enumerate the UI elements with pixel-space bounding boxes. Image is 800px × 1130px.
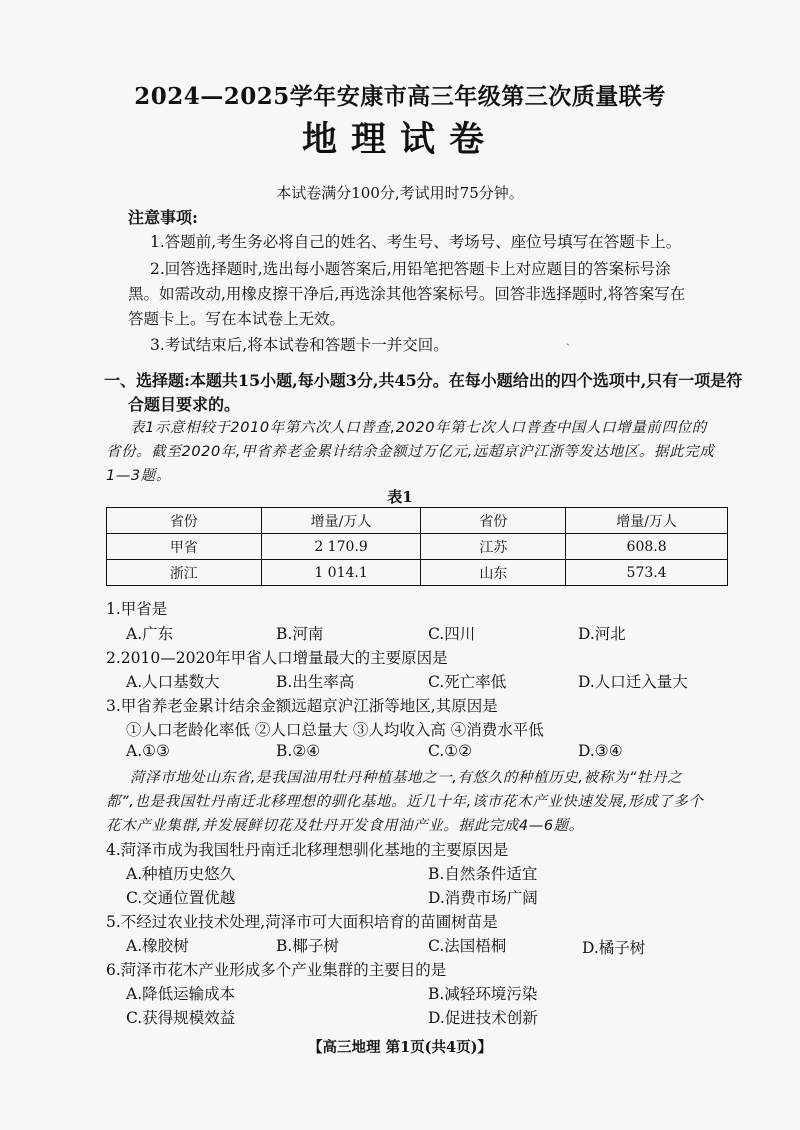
table-header-cell: 省份	[421, 508, 566, 534]
notice-heading: 注意事项:	[128, 208, 198, 227]
table-header-cell: 增量/万人	[261, 508, 421, 534]
question-4-option-b: B.自然条件适宜	[428, 865, 538, 883]
question-4-stem: 4.菏泽市成为我国牡丹南迁北移理想驯化基地的主要原因是	[106, 841, 509, 859]
question-6-option-c: C.获得规模效益	[126, 1009, 236, 1027]
table-cell: 江苏	[421, 534, 566, 560]
notice-item-2-line-1: 2.回答选择题时,选出每小题答案后,用铅笔把答题卡上对应题目的答案标号涂	[150, 260, 671, 278]
table-cell: 573.4	[566, 560, 728, 586]
question-1-option-c: C.四川	[428, 625, 476, 643]
question-1-option-b: B.河南	[276, 625, 324, 643]
question-2-option-a: A.人口基数大	[126, 673, 220, 691]
question-6-option-d: D.促进技术创新	[428, 1009, 538, 1027]
question-3-items: ①人口老龄化率低 ②人口总量大 ③人均收入高 ④消费水平低	[126, 721, 544, 739]
pen-mark: ˊ	[578, 300, 584, 314]
passage-2-line-1: 菏泽市地处山东省,是我国油用牡丹种植基地之一,有悠久的种植历史,被称为“牡丹之	[130, 770, 683, 786]
table-row	[107, 534, 728, 560]
passage-1-line-2: 省份。截至2020年,甲省养老金累计结余金额过万亿元,远超京沪江浙等发达地区。据此完成	[106, 444, 715, 460]
question-6-option-a: A.降低运输成本	[126, 985, 236, 1003]
full-score-note: 本试卷满分100分,考试用时75分钟。	[276, 184, 524, 202]
question-3-stem: 3.甲省养老金累计结余金额远超京沪江浙等地区,其原因是	[106, 697, 498, 715]
question-5-option-b: B.椰子树	[276, 937, 339, 955]
question-1-option-a: A.广东	[126, 625, 174, 643]
question-5-stem: 5.不经过农业技术处理,菏泽市可大面积培育的苗圃树苗是	[106, 913, 498, 931]
question-3-option-a: A.①③	[126, 742, 170, 760]
question-1-stem: 1.甲省是	[106, 600, 168, 618]
table-caption: 表1	[387, 488, 413, 506]
table-header-cell: 省份	[107, 508, 262, 534]
passage-2-line-3: 花木产业集群,并发展鲜切花及牡丹开发食用油产业。据此完成4—6题。	[106, 818, 584, 834]
page-footer: 【高三地理 第1页(共4页)】	[308, 1039, 492, 1056]
question-6-option-b: B.减轻环境污染	[428, 985, 538, 1003]
table-cell: 浙江	[107, 560, 262, 586]
table-cell: 2 170.9	[261, 534, 421, 560]
exam-title: 2024—2025学年安康市高三年级第三次质量联考	[134, 83, 666, 110]
table-cell: 甲省	[107, 534, 262, 560]
passage-1-line-3: 1—3题。	[106, 468, 171, 484]
question-2-option-b: B.出生率高	[276, 673, 355, 691]
notice-item-3: 3.考试结束后,将本试卷和答题卡一并交回。	[150, 336, 449, 354]
question-3-option-b: B.②④	[276, 742, 321, 760]
question-3-option-c: C.①②	[428, 742, 473, 760]
question-2-option-c: C.死亡率低	[428, 673, 507, 691]
table-cell: 山东	[421, 560, 566, 586]
notice-item-2-line-2: 黑。如需改动,用橡皮擦干净后,再选涂其他答案标号。回答非选择题时,将答案写在	[128, 285, 686, 303]
table-cell: 608.8	[566, 534, 728, 560]
table-header-row	[107, 508, 728, 534]
population-table	[106, 507, 728, 586]
pen-mark: ˏ	[566, 332, 570, 346]
passage-1-line-1: 表1示意相较于2010年第六次人口普查,2020年第七次人口普查中国人口增量前四位的	[130, 420, 707, 436]
table-row	[107, 560, 728, 586]
passage-2-line-2: 都”,也是我国牡丹南迁北移理想的驯化基地。近几十年,该市花木产业快速发展,形成了多个	[106, 794, 704, 810]
question-6-stem: 6.菏泽市花木产业形成多个产业集群的主要目的是	[106, 961, 447, 979]
table-header-cell: 增量/万人	[566, 508, 728, 534]
question-5-option-d: D.橘子树	[582, 939, 646, 957]
question-4-option-c: C.交通位置优越	[126, 889, 236, 907]
notice-item-1: 1.答题前,考生务必将自己的姓名、考生号、考场号、座位号填写在答题卡上。	[150, 233, 682, 251]
question-2-stem: 2.2010—2020年甲省人口增量最大的主要原因是	[106, 649, 448, 667]
question-5-option-c: C.法国梧桐	[428, 937, 507, 955]
table-cell: 1 014.1	[261, 560, 421, 586]
question-4-option-d: D.消费市场广阔	[428, 889, 538, 907]
question-4-option-a: A.种植历史悠久	[126, 865, 236, 883]
section-heading-line-1: 一、选择题:本题共15小题,每小题3分,共45分。在每小题给出的四个选项中,只有一项是符	[104, 371, 743, 390]
question-5-option-a: A.橡胶树	[126, 937, 189, 955]
question-3-option-d: D.③④	[578, 742, 623, 760]
section-heading-line-2: 合题目要求的。	[128, 395, 241, 414]
notice-item-2-line-3: 答题卡上。写在本试卷上无效。	[128, 310, 346, 328]
question-2-option-d: D.人口迁入量大	[578, 673, 688, 691]
question-1-option-d: D.河北	[578, 625, 626, 643]
subject-title: 地理试卷	[301, 119, 498, 160]
